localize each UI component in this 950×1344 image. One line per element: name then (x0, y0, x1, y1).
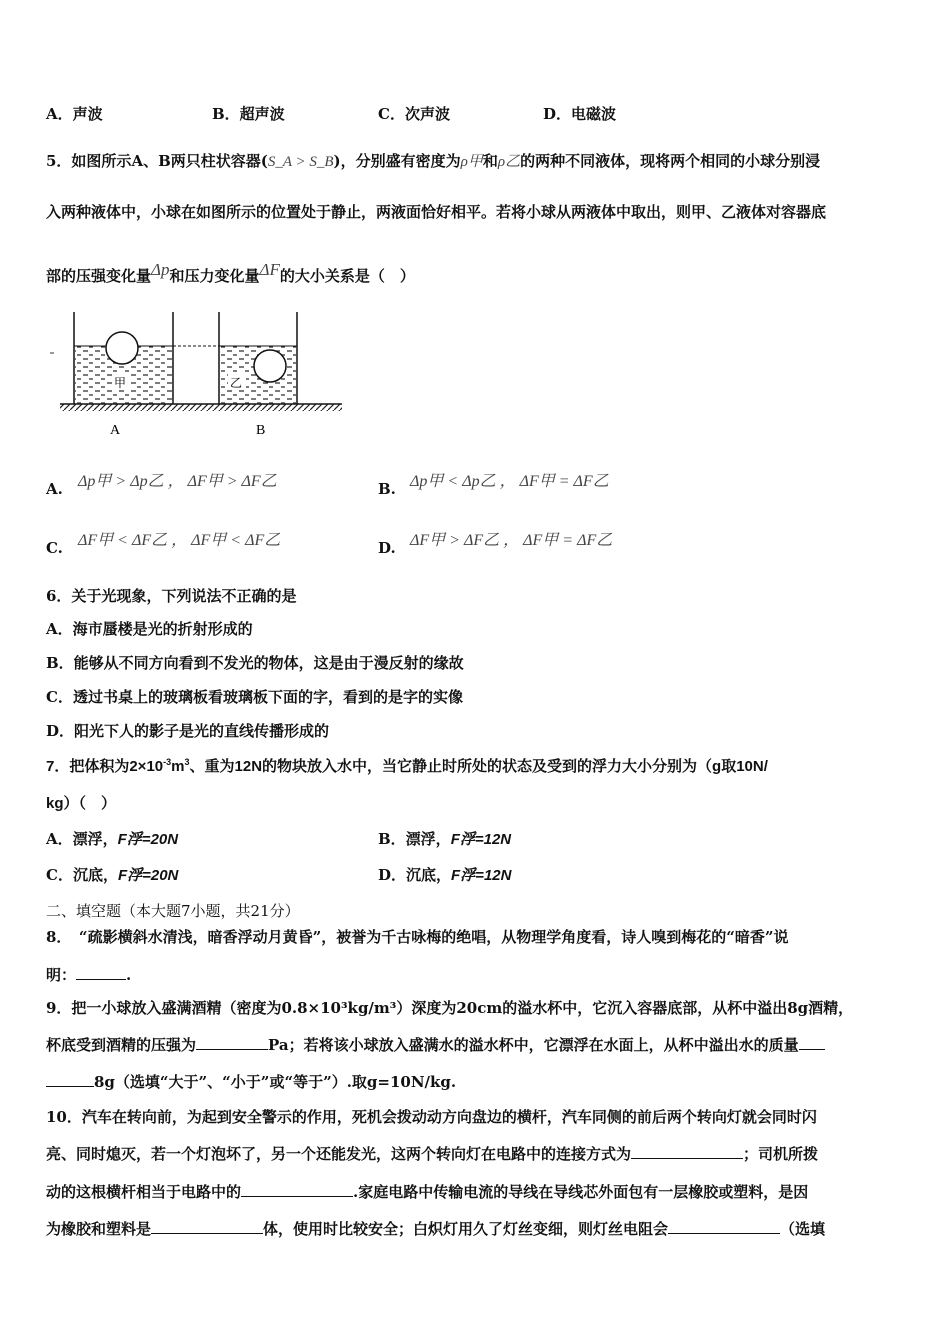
q10-line2 (46, 1143, 818, 1164)
q9-line2b: Pa；若将该小球放入盛满水的溢水杯中，它漂浮在水面上，从杯中溢出水的质量 (268, 1036, 799, 1054)
q5-option-d-label: D. (378, 539, 396, 557)
q5-option-a-expr: Δp甲 > Δp乙 ， ΔF甲 > ΔF乙 (78, 473, 277, 490)
q7-option-b (378, 828, 511, 849)
q7-unit-exp: 3 (184, 757, 190, 767)
q9-line1: 9．把一小球放入盛满酒精（密度为0.8×10³kg/m³）深度为20cm的溢水杯中，它沉入容器底部，从杯中溢出8g酒精， (46, 999, 854, 1017)
q10-line3b: .家庭电路中传输电流的导线在导线芯外面包有一层橡胶或塑料，是因 (353, 1183, 809, 1201)
q10-line3 (46, 1181, 808, 1202)
q7-stem-a: 7．把体积为2×10 (46, 758, 164, 775)
q10-connection-blank[interactable] (631, 1144, 743, 1159)
q10-line4c: （选填 (780, 1220, 826, 1238)
q7-c-label: C．沉底， (46, 866, 118, 884)
q5-option-b-label: B. (378, 480, 396, 498)
ball-b (254, 350, 286, 382)
q7-option-c (46, 864, 178, 885)
q5-option-c-label: C. (46, 539, 63, 557)
q5-part3: 的两种不同液体，现将两个相同的小球分别浸 (520, 152, 821, 170)
q9-mass-blank-end[interactable] (46, 1072, 94, 1087)
q5-rho-b: ρ乙 (497, 154, 521, 170)
q7-c-value: F浮=20N (117, 867, 179, 884)
q8-line1: 8． “疏影横斜水清浅，暗香浮动月黄昏”，被誉为千古咏梅的绝唱，从物理学角度看，诗人嗅到梅花的“暗香”说 (46, 928, 789, 946)
q5-line3a: 部的压强变化量 (46, 267, 152, 285)
q4-option-b: B．超声波 (212, 105, 285, 123)
q9-pressure-blank[interactable] (196, 1035, 268, 1050)
q5-and: 和 (482, 152, 498, 170)
q7-d-label: D．沉底， (378, 866, 452, 884)
ball-a (106, 332, 138, 364)
q7-option-d (378, 864, 511, 885)
q7-b-value: F浮=12N (450, 831, 512, 848)
q7-option-a (46, 828, 178, 849)
q8-suffix: . (126, 966, 132, 984)
q5-dp: Δp (151, 260, 170, 279)
q10-line4b: 体，使用时比较安全；白炽灯用久了灯丝变细，则灯丝电阻会 (263, 1220, 669, 1238)
q5-condition: S_A > S_B (267, 154, 334, 170)
q10-line2b: ；司机所拨 (743, 1145, 819, 1163)
label-yi: 乙 (230, 376, 243, 390)
q8-prefix: 明： (46, 966, 77, 984)
q10-line4 (46, 1218, 825, 1239)
q7-d-value: F浮=12N (451, 867, 512, 884)
q5-option-b-expr: Δp甲 < Δp乙 ， ΔF甲 = ΔF乙 (410, 473, 609, 490)
q5-rho-a: ρ甲 (460, 154, 483, 170)
q10-line2a: 亮、同时熄灭，若一个灯泡坏了，另一个还能发光，这两个转向灯在电路中的连接方式为 (46, 1145, 632, 1163)
q5-option-c-expr: ΔF甲 < ΔF乙 ， ΔF甲 < ΔF乙 (78, 532, 281, 549)
q7-stem-line2: kg）（ ） (46, 795, 117, 812)
q10-line1: 10．汽车在转向前，为起到安全警示的作用，死机会拨动动方向盘边的横杆，汽车同侧的前后两个转向灯就会同时闪 (46, 1108, 817, 1126)
q10-resistance-blank[interactable] (668, 1219, 780, 1234)
q10-material-blank[interactable] (151, 1219, 263, 1234)
q5-line3c: 的大小关系是（ ） (279, 267, 415, 285)
q10-component-blank[interactable] (241, 1182, 353, 1197)
ground-hatch (60, 404, 342, 411)
q10-line4a: 为橡胶和塑料是 (46, 1220, 152, 1238)
q7-unit: m (171, 758, 185, 775)
q9-mass-blank-start[interactable] (799, 1035, 825, 1050)
q10-line3a: 动的这根横杆相当于电路中的 (46, 1183, 242, 1201)
q5-dF: ΔF (259, 260, 280, 279)
label-A: A (110, 423, 121, 438)
q5-option-a-label: A. (46, 480, 63, 498)
q4-option-c: C．次声波 (378, 105, 450, 123)
q7-b-label: B．漂浮， (378, 830, 451, 848)
label-jia: 甲 (114, 376, 127, 390)
q7-stem-c: 、重为12N的物块放入水中，当它静止时所处的状态及受到的浮力大小分别为（g取10N/ (189, 758, 768, 775)
q8-line2 (46, 964, 131, 985)
q5-option-d-expr: ΔF甲 > ΔF乙 ， ΔF甲 = ΔF乙 (410, 532, 613, 549)
q5-prefix: 5．如图所示A、B两只柱状容器( (46, 152, 268, 170)
q4-option-a: A．声波 (46, 105, 103, 123)
q9-line2a: 杯底受到酒精的压强为 (46, 1036, 197, 1054)
q8-answer-blank[interactable] (76, 965, 126, 980)
q5-line3b: 和压力变化量 (169, 267, 260, 285)
q5-containers-figure (46, 308, 356, 438)
q7-exp: -3 (163, 757, 172, 767)
q6-option-c: C．透过书桌上的玻璃板看玻璃板下面的字，看到的是字的实像 (46, 688, 463, 706)
q7-a-value: F浮=20N (117, 831, 179, 848)
q7-stem-line1 (46, 755, 768, 776)
q5-stem-line1 (46, 150, 820, 171)
label-B: B (256, 423, 266, 438)
q6-option-b: B．能够从不同方向看到不发光的物体，这是由于漫反射的缘故 (46, 654, 464, 672)
q5-part2: )，分别盛有密度为 (333, 152, 461, 170)
q6-stem: 6．关于光现象，下列说法不正确的是 (46, 587, 297, 605)
q9-line2 (46, 1034, 825, 1055)
section-title-fill-in: 二、填空题（本大题7小题，共21分） (46, 902, 300, 920)
q9-line3 (46, 1071, 456, 1092)
q4-option-d: D．电磁波 (543, 105, 617, 123)
q6-option-d: D．阳光下人的影子是光的直线传播形成的 (46, 722, 330, 740)
q9-line3b: 8g（选填“大于”、“小于”或“等于”）.取g=10N/kg. (94, 1073, 457, 1091)
q7-a-label: A．漂浮， (46, 830, 118, 848)
q5-stem-line2: 入两种液体中，小球在如图所示的位置处于静止，两液面恰好相平。若将小球从两液体中取出，则甲、乙液体对容器底 (46, 203, 827, 221)
q5-stem-line3 (46, 260, 415, 286)
q6-option-a: A．海市蜃楼是光的折射形成的 (46, 620, 253, 638)
